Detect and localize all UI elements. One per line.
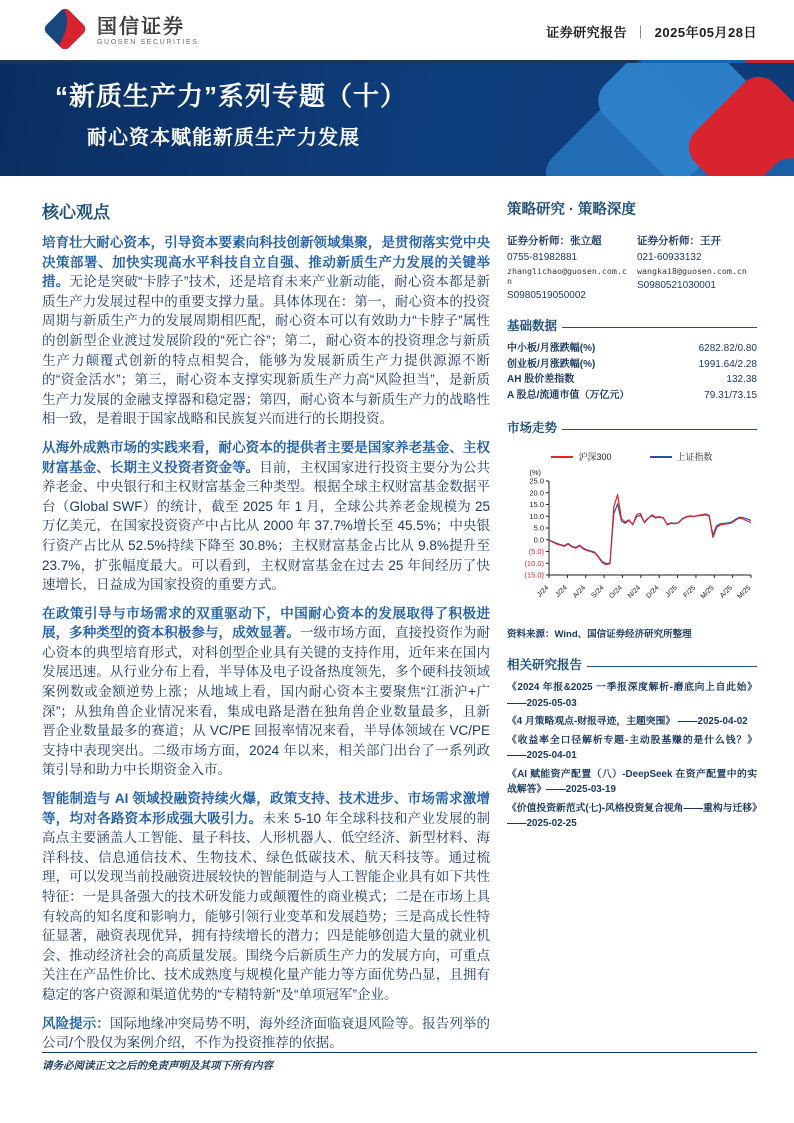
logo-en: GUOSEN SECURITIES: [97, 39, 199, 46]
svg-text:N/24: N/24: [626, 584, 643, 600]
svg-text:(15.0): (15.0): [524, 570, 544, 580]
heading-rule: [562, 429, 757, 430]
logo: [42, 8, 199, 55]
analyst-2: [637, 233, 757, 301]
paragraph-3: 在政策引导与市场需求的双重驱动下，中国耐心资本的发展取得了积极进展，多种类型的资本积极参与，成效显著。一级市场方面，直接投资作为耐心资本的典型培育形式，对科创型企业具有关键的支持作用，近年来在国内发展迅速。从行业分布上看，半导体及电子设备热度领先，多个硬科技领域案例数或金额逆势上涨；从地域上看，国内耐心资本主要聚焦“江浙沪+广深”；从独角兽企业情况来看，集成电路是潜在独角兽企业数量最多，且新晋企业数量最多的赛道；从 VC/PE 回报率情况来看，半导体领域在 VC/PE 支持中表现突出。二级市场方面，2024 年以来，相关部门出台了一系列政策引导和助力中长期资金入市。: [42, 605, 490, 778]
risk-warning: 风险提示：国际地缘冲突局势不明，海外经济面临衰退风险等。报告列举的公司/个股仅为案例介绍，不作为投资推荐的依据。: [42, 1015, 490, 1051]
core-views-column: [42, 198, 490, 1062]
svg-text:(5.0): (5.0): [528, 547, 544, 556]
report-title: 耐心资本赋能新质生产力发展: [87, 127, 360, 149]
report-date: 2025年05月28日: [654, 24, 757, 40]
sidebar: [507, 198, 757, 1062]
analyst-1-cert: S0980519050002: [507, 290, 586, 301]
analyst-2-email: wangkai8@guosen.com.cn: [637, 266, 747, 276]
svg-text:(10.0): (10.0): [524, 558, 544, 568]
svg-text:0.0: 0.0: [533, 535, 544, 545]
analyst-1-role: 证券分析师：: [507, 235, 570, 247]
analyst-1-email: zhanglichao@guosen.com.cn: [507, 266, 627, 286]
analyst-info: [507, 233, 757, 301]
market-trend-chart: [507, 465, 757, 615]
page-footer: [42, 1052, 757, 1073]
svg-text:10.0: 10.0: [529, 511, 544, 521]
svg-text:M/25: M/25: [736, 584, 753, 601]
legend-line-blue: [650, 456, 672, 458]
svg-text:(%): (%): [529, 468, 541, 477]
svg-text:A/24: A/24: [572, 584, 588, 600]
svg-text:15.0: 15.0: [529, 500, 544, 509]
svg-text:F/25: F/25: [682, 584, 698, 600]
list-item: 《2024 年报&2025 一季报深度解析-磨底向上自此始》 ——2025-05-03: [507, 682, 757, 709]
analyst-1-name: 张立超: [570, 235, 602, 247]
svg-text:J/24: J/24: [554, 584, 569, 599]
market-trend-chart-block: [507, 450, 757, 620]
list-item: 《价值投资新范式(七)-风格投资复合视角——重构与迁移》——2025-02-25: [507, 802, 757, 829]
table-row: 中小板/月涨跌幅(%) 6282.82/0.80: [507, 343, 757, 354]
chart-source: 资料来源：Wind、国信证券经济研究所整理: [507, 629, 692, 640]
footer-rule: [42, 1052, 757, 1053]
header-divider: ｜: [634, 24, 648, 40]
svg-text:D/24: D/24: [645, 584, 661, 600]
svg-text:20.0: 20.0: [529, 488, 544, 498]
analyst-1: [507, 233, 627, 301]
svg-text:J/24: J/24: [536, 584, 551, 599]
svg-text:M/25: M/25: [699, 584, 716, 601]
svg-text:S/24: S/24: [590, 584, 606, 600]
paragraph-1: 培育壮大耐心资本，引导资本要素向科技创新领域集聚，是贯彻落实党中央决策部署、加快实现高水平科技自立自强、推动新质生产力发展的关键举措。无论是突破“卡脖子”技术，还是培育未来产业新动能，耐心资本都是新质生产力发展过程中的重要支撑力量。具体体现在：第一，耐心资本的投资周期与新质生产力的发展周期相匹配，耐心资本可以有效助力“卡脖子”属性的创新型企业渡过发展阶段的“死亡谷”；第二，耐心资本的投资理念与新质生产力颠覆式创新的特点相契合，能够为发展新质生产力提供源源不断的“资金活水”；第三，耐心资本支撑实现新质生产力高“风险担当”，是新质生产力发展的金融支撑器和稳定器；第四，耐心资本与新质生产力的战略性相一致，是着眼于国家战略和民族复兴而进行的长期投资。: [42, 235, 491, 427]
report-type-label: 证券研究报告: [546, 24, 628, 40]
page-header: [0, 0, 794, 58]
guosen-logo-icon: [42, 8, 88, 55]
heading-rule: [587, 666, 757, 667]
main-content: [0, 176, 794, 1062]
legend-item-szzs: 上证指数: [650, 450, 713, 463]
legend-item-hs300: 沪深300: [551, 450, 611, 463]
analyst-1-phone: 0755-81982881: [507, 252, 578, 263]
basic-data-table: [507, 341, 757, 403]
analyst-2-role: 证券分析师：: [637, 235, 700, 247]
analyst-2-phone: 021-60933132: [637, 252, 702, 263]
market-trend-heading: 市场走势: [507, 418, 757, 436]
list-item: 《4 月策略观点-财报寻迹，主题突围》 ——2025-04-02: [507, 716, 748, 727]
svg-text:J/25: J/25: [664, 584, 679, 599]
heading-rule: [562, 327, 757, 328]
table-row: A 股总/流通市值（万亿元） 79.31/73.15: [507, 389, 757, 401]
svg-text:A/25: A/25: [718, 584, 735, 600]
chart-legend: [507, 450, 757, 463]
related-reports-list: [507, 680, 757, 832]
list-item: 《收益率全口径解析专题-主动股基赚的是什么钱？》 ——2025-04-01: [507, 734, 757, 761]
analyst-2-name: 王开: [700, 235, 721, 247]
series-title: “新质生产力”系列专题（十）: [55, 81, 408, 111]
research-category: 策略研究 · 策略深度: [507, 202, 636, 218]
legend-line-red: [551, 456, 573, 458]
title-banner: [0, 63, 794, 176]
list-item: 《AI 赋能资产配置（八）-DeepSeek 在资产配置中的实战解答》——2025-03-19: [507, 768, 757, 795]
svg-text:5.0: 5.0: [533, 523, 544, 533]
analyst-2-cert: S0980521030001: [637, 280, 716, 291]
paragraph-2: 从海外成熟市场的实践来看，耐心资本的提供者主要是国家养老基金、主权财富基金、长期主义投资者资金等。目前，主权国家进行投资主要分为公共养老金、中央银行和主权财富基金三种类型。根据全球主权财富基金数据平台（Global SWF）的统计，截至 2025 年 1 月，全球公共养老金规模为 25 万亿美元，在国家投资资产中占比从 2000 年 37.7%增长至 45.5%；中央银行资产占比从 52.5%持续下降至 30.8%；主权财富基金占比从 9.8%提升至 23.7%，扩张幅度最大。可以看到，主权财富基金在过去 25 年间经历了快速增长，日益成为国家投资的重要方式。: [42, 439, 490, 593]
svg-text:25.0: 25.0: [529, 476, 544, 486]
logo-cn: 国信证券: [97, 16, 185, 38]
table-row: AH 股价差指数 132.38: [507, 374, 757, 385]
paragraph-4: 智能制造与 AI 领域投融资持续火爆，政策支持、技术进步、市场需求激增等，均对各路资本形成强大吸引力。未来 5-10 年全球科技和产业发展的制高点主要涵盖人工智能、量子科技、人形机器人、低空经济、新型材料、海洋科技、信息通信技术、生物技术、绿色低碳技术、航天科技等。通过梳理，可以发现当前投融资进展较快的智能制造与人工智能企业具有如下共性特征：一是具备强大的技术研发能力或颠覆性的商业模式；二是在市场上具有较高的知名度和影响力，能够引领行业变革和发展趋势；三是高成长性特征显著，融资表现优异，拥有持续增长的潜力；四是能够创造大量的就业机会、推动经济社会的高质量发展。围绕今后新质生产力的发展方向，可重点关注在产品性价比、技术成熟度与规模化量产能力等方面优势凸显，且拥有稳定的客户资源和渠道优势的“专精特新”及“单项冠军”企业。: [42, 791, 490, 1002]
disclaimer-text: 请务必阅读正文之后的免责声明及其项下所有内容: [42, 1060, 273, 1072]
table-row: 创业板/月涨跌幅(%) 1991.64/2.28: [507, 358, 757, 370]
logo-text: [97, 16, 199, 46]
report-type-date: [546, 22, 757, 41]
related-reports-heading: 相关研究报告: [507, 655, 757, 673]
basic-data-heading: 基础数据: [507, 316, 757, 334]
svg-text:O/24: O/24: [608, 584, 624, 601]
core-views-heading: 核心观点: [42, 203, 110, 222]
